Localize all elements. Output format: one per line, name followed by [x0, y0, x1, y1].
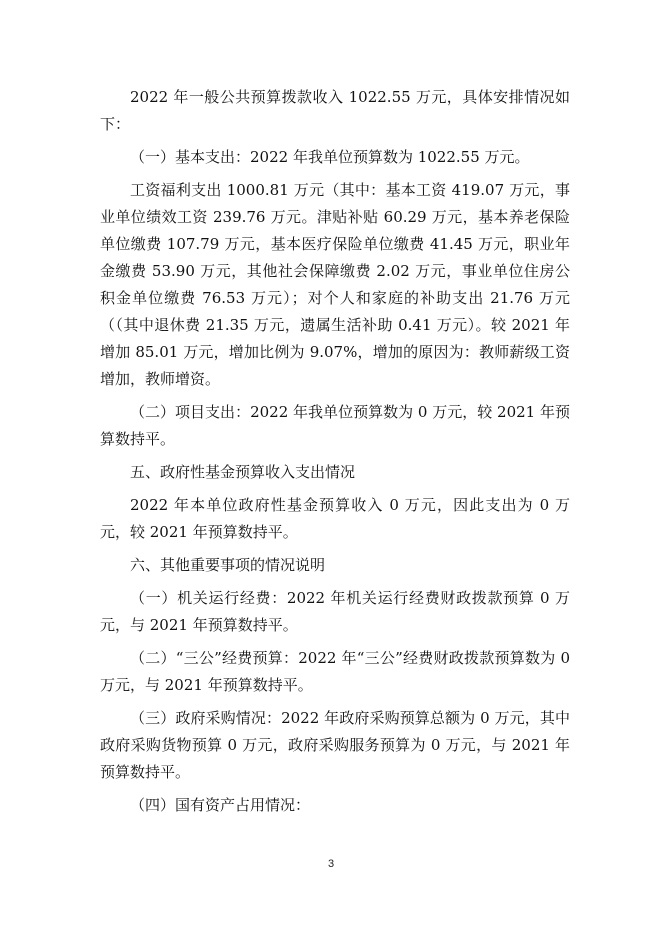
- paragraph-operating-funds: （一）机关运行经费：2022 年机关运行经费财政拨款预算 0 万元，与 2021 年预算数持平。: [100, 589, 570, 634]
- heading-other-matters: 六、其他重要事项的情况说明: [130, 556, 326, 574]
- paragraph-procurement: （三）政府采购情况：2022 年政府采购预算总额为 0 万元，其中政府采购货物预算 0 万元，政府采购服务预算为 0 万元，与 2021 年预算数持平。: [100, 709, 570, 781]
- paragraph-basic-expenditure: （一）基本支出：2022 年我单位预算数为 1022.55 万元。: [130, 148, 530, 166]
- paragraph-state-assets: （四）国有资产占用情况：: [130, 796, 311, 814]
- paragraph-project-expenditure: （二）项目支出：2022 年我单位预算数为 0 万元，较 2021 年预算数持平。: [100, 403, 570, 448]
- paragraph-three-public-funds: （二）“三公”经费预算：2022 年“三公”经费财政拨款预算数为 0 万元，与 2021 年预算数持平。: [100, 649, 570, 694]
- page-number: 3: [327, 858, 335, 870]
- document-body: [100, 84, 570, 825]
- paragraph-salary-welfare: 工资福利支出 1000.81 万元（其中：基本工资 419.07 万元，事业单位绩效工资 239.76 万元。津贴补贴 60.29 万元，基本养老保险单位缴费 107.79 万元，基本医疗保险单位缴费 41.45 万元，职业年金缴费 53.90 万元，其他社会保障缴费 2.02 万元，事业单位住房公积金单位缴费 76.53 万元）；对个人和家庭的补助支出 21.76 万元（（其中退休费 21.35 万元，遗属生活补助 0.41 万元）。较 2021 年增加 85.01 万元，增加比例为 9.07%，增加的原因为：教师薪级工资增加，教师增资。: [100, 181, 570, 388]
- heading-government-fund: 五、政府性基金预算收入支出情况: [130, 463, 356, 481]
- paragraph-government-fund: 2022 年本单位政府性基金预算收入 0 万元，因此支出为 0 万元，较 2021 年预算数持平。: [100, 496, 570, 541]
- paragraph-budget-income: 2022 年一般公共预算拨款收入 1022.55 万元，具体安排情况如下：: [100, 88, 570, 133]
